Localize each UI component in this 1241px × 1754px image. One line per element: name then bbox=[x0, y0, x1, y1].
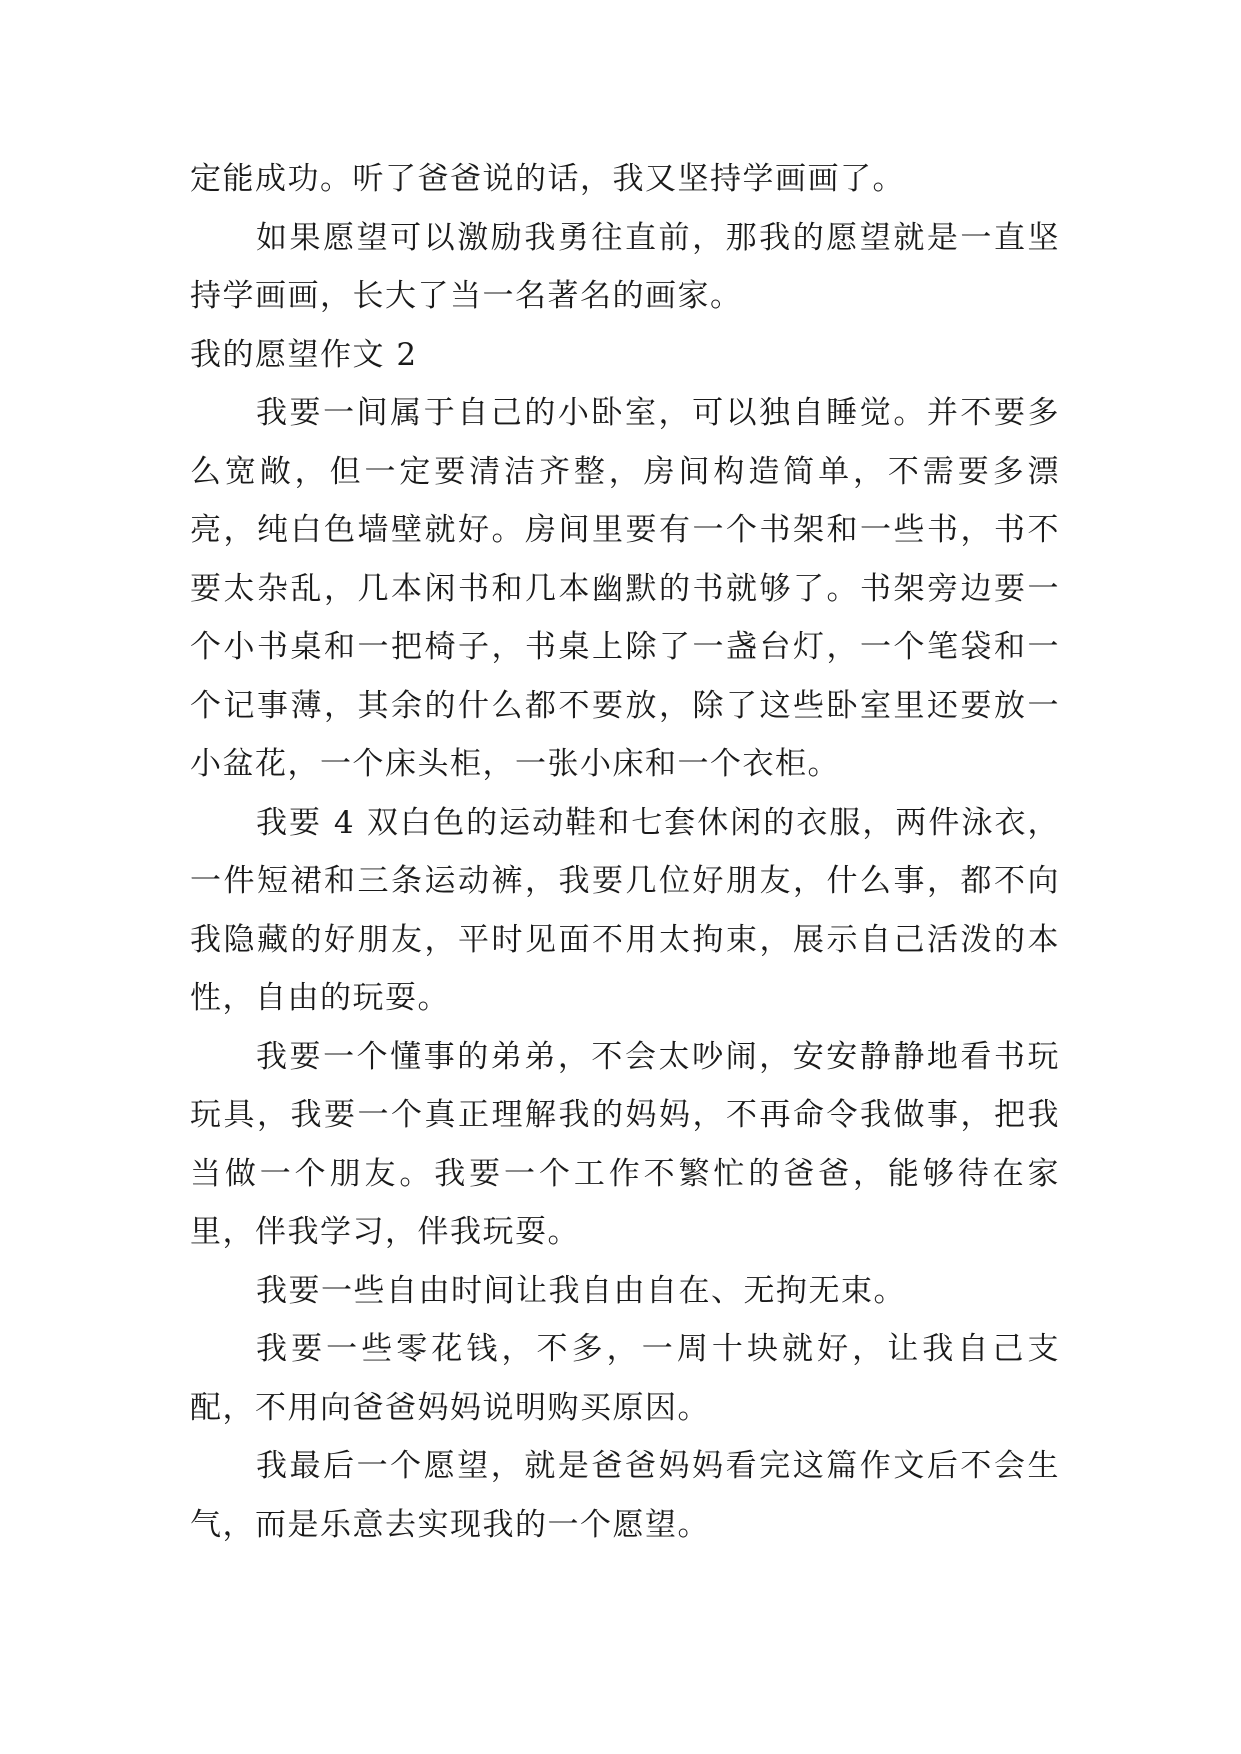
paragraph-continuation: 定能成功。听了爸爸说的话，我又坚持学画画了。 bbox=[190, 161, 905, 197]
document-body bbox=[190, 150, 1060, 1554]
paragraph-last-wish: 我最后一个愿望，就是爸爸妈妈看完这篇作文后不会生气，而是乐意去实现我的一个愿望。 bbox=[190, 1448, 1060, 1543]
paragraph-wish-conclusion: 如果愿望可以激励我勇往直前，那我的愿望就是一直坚持学画画，长大了当一名著名的画家。 bbox=[190, 219, 1060, 314]
paragraph-family: 我要一个懂事的弟弟，不会太吵闹，安安静静地看书玩玩具，我要一个真正理解我的妈妈，不再命令我做事，把我当做一个朋友。我要一个工作不繁忙的爸爸，能够待在家里，伴我学习，伴我玩耍。 bbox=[190, 1038, 1060, 1250]
paragraph-free-time: 我要一些自由时间让我自由自在、无拘无束。 bbox=[256, 1272, 906, 1309]
essay-title: 我的愿望作文 2 bbox=[190, 336, 418, 373]
paragraph-pocket-money: 我要一些零花钱，不多，一周十块就好，让我自己支配，不用向爸爸妈妈说明购买原因。 bbox=[190, 1331, 1060, 1426]
paragraph-bedroom: 我要一间属于自己的小卧室，可以独自睡觉。并不要多么宽敞，但一定要清洁齐整，房间构造简单，不需要多漂亮，纯白色墙壁就好。房间里要有一个书架和一些书，书不要太杂乱，几本闲书和几本幽默的书就够了。书架旁边要一个小书桌和一把椅子，书桌上除了一盏台灯，一个笔袋和一个记事薄，其余的什么都不要放，除了这些卧室里还要放一小盆花，一个床头柜，一张小床和一个衣柜。 bbox=[190, 395, 1060, 782]
paragraph-clothes-friends: 我要 4 双白色的运动鞋和七套休闲的衣服，两件泳衣，一件短裙和三条运动裤，我要几位好朋友，什么事，都不向我隐藏的好朋友，平时见面不用太拘束，展示自己活泼的本性，自由的玩耍。 bbox=[190, 804, 1060, 1016]
